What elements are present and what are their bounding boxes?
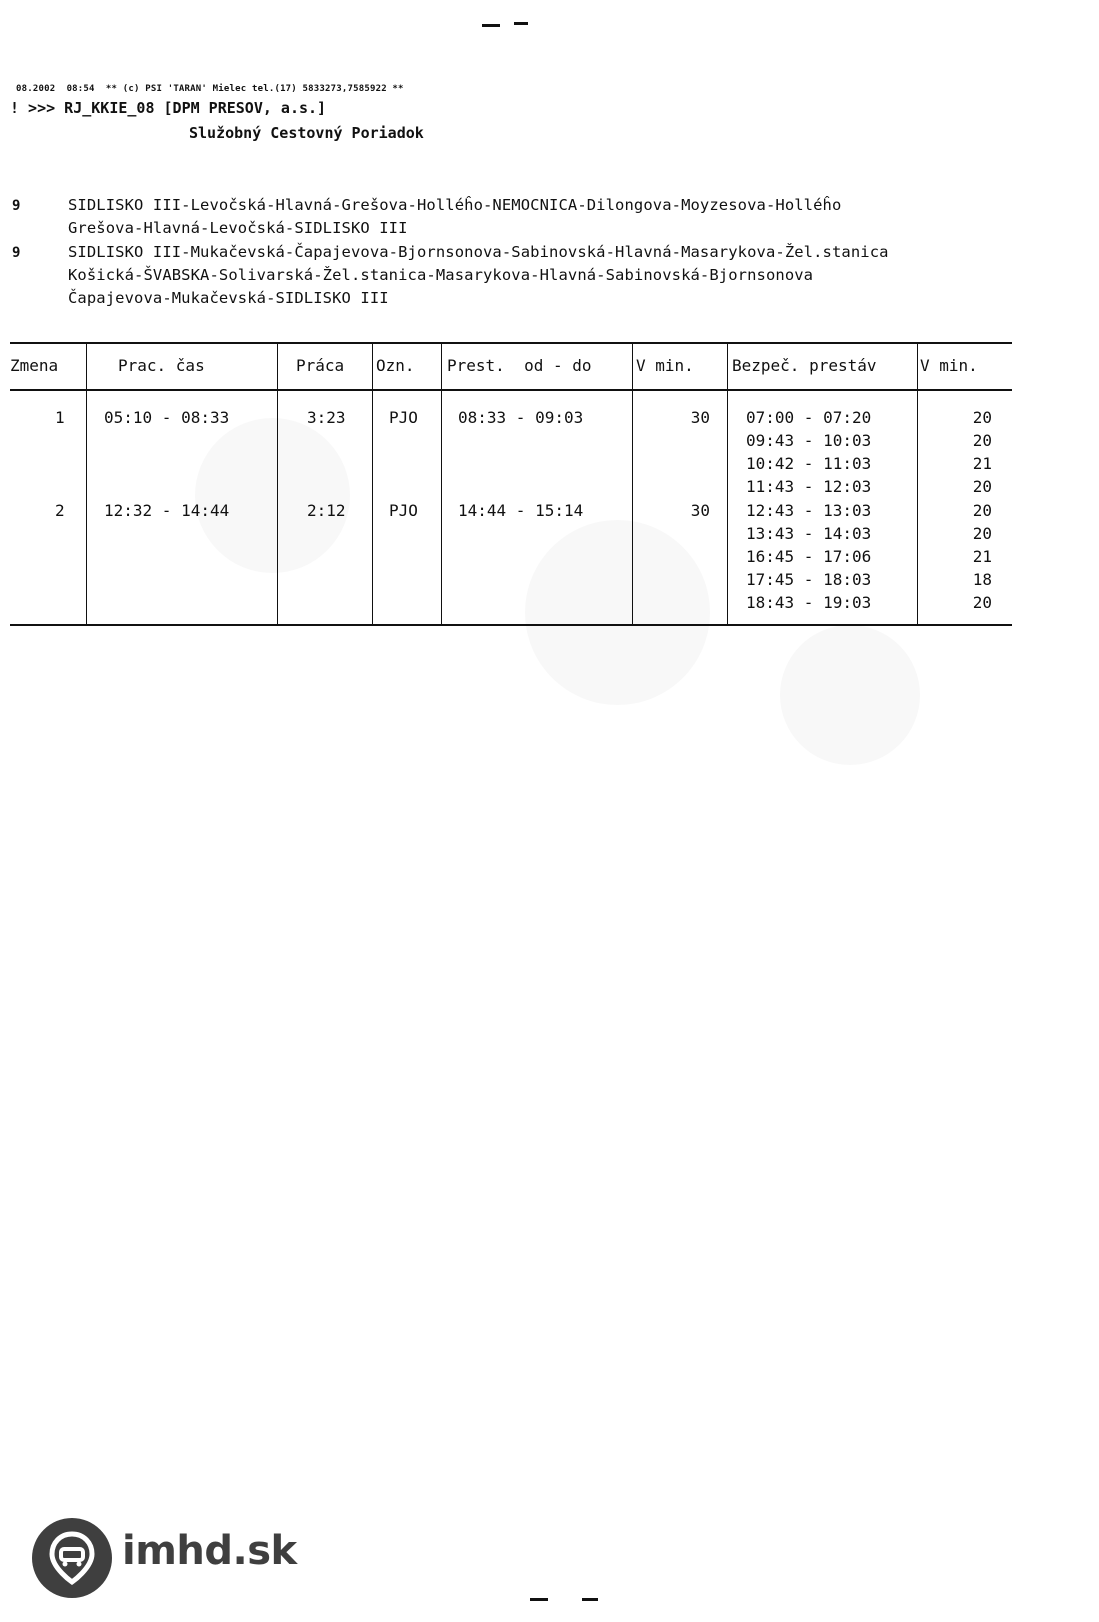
- header-prac-cas: Prac. čas: [118, 356, 205, 375]
- shift-code: PJO: [389, 408, 418, 427]
- header-prest: Prest. od - do: [447, 356, 592, 375]
- schedule-code: ! >>> RJ_KKIE_08 [DPM PRESOV, a.s.]: [10, 99, 327, 117]
- route-description-line: SIDLISKO III-Levočská-Hlavná-Grešova-Holléĥo-NEMOCNICA-Dilongova-Moyzesova-Holléĥo: [68, 196, 842, 214]
- shift-break-time: 14:44 - 15:14: [458, 501, 584, 520]
- scan-mark-top-2: [514, 22, 528, 25]
- header-vmin: V min.: [636, 356, 694, 375]
- table-bottom-rule: [10, 624, 1012, 626]
- scan-mark-top: [482, 24, 500, 27]
- imhd-logo-text: imhd.sk: [122, 1528, 297, 1574]
- watermark-circle: [525, 520, 710, 705]
- shift-code: PJO: [389, 501, 418, 520]
- safety-break-minutes: 21: [972, 547, 992, 566]
- route-description-line: SIDLISKO III-Mukačevská-Čapajevova-Bjornsonova-Sabinovská-Hlavná-Masarykova-Žel.stanica: [68, 243, 889, 261]
- safety-break-time: 12:43 - 13:03: [746, 501, 872, 520]
- safety-break-time: 07:00 - 07:20: [746, 408, 872, 427]
- shift-break-minutes: 30: [690, 408, 710, 427]
- shift-break-minutes: 30: [690, 501, 710, 520]
- safety-break-minutes: 20: [972, 524, 992, 543]
- safety-break-time: 10:42 - 11:03: [746, 454, 872, 473]
- header-zmena: Zmena: [10, 356, 59, 375]
- safety-break-minutes: 20: [972, 408, 992, 427]
- route-number: 9: [12, 198, 21, 214]
- header-vmin-break: V min.: [920, 356, 978, 375]
- safety-break-minutes: 20: [972, 431, 992, 450]
- safety-break-minutes: 20: [972, 477, 992, 496]
- column-divider: [372, 344, 373, 625]
- shift-working-time: 05:10 - 08:33: [104, 408, 230, 427]
- shift-number: 2: [55, 501, 65, 520]
- header-ozn: Ozn.: [376, 356, 415, 375]
- table-header-rule: [10, 389, 1012, 391]
- column-divider: [727, 344, 728, 625]
- column-divider: [917, 344, 918, 625]
- safety-break-minutes: 20: [972, 593, 992, 612]
- document-title: Služobný Cestovný Poriadok: [189, 124, 424, 142]
- safety-break-time: 16:45 - 17:06: [746, 547, 872, 566]
- route-description-line: Grešova-Hlavná-Levočská-SIDLISKO III: [68, 219, 408, 237]
- shift-break-time: 08:33 - 09:03: [458, 408, 584, 427]
- watermark-circle: [195, 418, 350, 573]
- route-description-line: Čapajevova-Mukačevská-SIDLISKO III: [68, 289, 389, 307]
- shift-work-duration: 2:12: [307, 501, 346, 520]
- fax-header: 08.2002 08:54 ** (c) PSI 'TARAN' Mielec tel.(17) 5833273,7585922 **: [16, 84, 404, 94]
- safety-break-time: 18:43 - 19:03: [746, 593, 872, 612]
- table-top-rule: [10, 342, 1012, 344]
- header-bezpec-prestav: Bezpeč. prestáv: [732, 356, 877, 375]
- safety-break-time: 11:43 - 12:03: [746, 477, 872, 496]
- shift-work-duration: 3:23: [307, 408, 346, 427]
- shift-number: 1: [55, 408, 65, 427]
- shift-working-time: 12:32 - 14:44: [104, 501, 230, 520]
- column-divider: [86, 344, 87, 625]
- safety-break-minutes: 20: [972, 501, 992, 520]
- column-divider: [277, 344, 278, 625]
- route-number: 9: [12, 245, 21, 261]
- scan-mark-bottom-2: [582, 1598, 598, 1601]
- column-divider: [441, 344, 442, 625]
- column-divider: [632, 344, 633, 625]
- scan-mark-bottom: [530, 1598, 548, 1601]
- watermark-circle: [780, 625, 920, 765]
- safety-break-minutes: 21: [972, 454, 992, 473]
- route-description-line: Košická-ŠVABSKA-Solivarská-Žel.stanica-Masarykova-Hlavná-Sabinovská-Bjornsonova: [68, 266, 814, 284]
- header-praca: Práca: [296, 356, 345, 375]
- safety-break-minutes: 18: [972, 570, 992, 589]
- safety-break-time: 09:43 - 10:03: [746, 431, 872, 450]
- safety-break-time: 17:45 - 18:03: [746, 570, 872, 589]
- safety-break-time: 13:43 - 14:03: [746, 524, 872, 543]
- imhd-bus-pin-icon: [32, 1518, 112, 1598]
